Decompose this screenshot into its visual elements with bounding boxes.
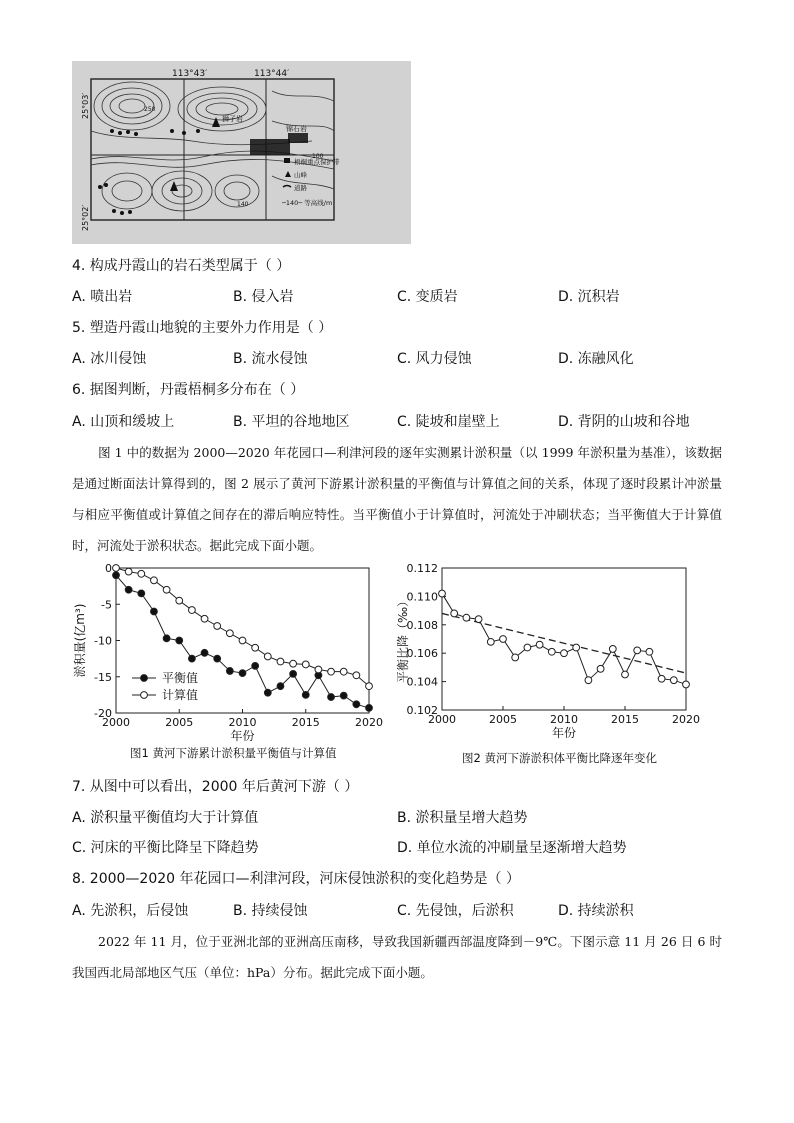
data-point xyxy=(264,689,271,696)
legend-label: 山峰 xyxy=(294,171,307,179)
data-point xyxy=(226,668,233,675)
data-point xyxy=(683,681,690,688)
data-point xyxy=(524,644,531,651)
map-coord-top-left: 113°43′ xyxy=(172,69,208,79)
question-7-stem: 7. 从图中可以看出，2000 年后黄河下游（ ） xyxy=(72,779,359,795)
x-tick-label: 2000 xyxy=(428,713,456,726)
legend-label: 计算值 xyxy=(162,688,199,702)
data-point xyxy=(201,649,208,656)
data-point xyxy=(646,648,653,655)
option-b[interactable]: B. 淤积量呈增大趋势 xyxy=(397,810,528,826)
data-point xyxy=(609,646,616,653)
option-d[interactable]: D. 背阴的山坡和谷地 xyxy=(558,414,690,430)
y-tick-label: -20 xyxy=(94,707,112,720)
intro-paragraph-2 xyxy=(72,926,722,988)
data-point xyxy=(315,666,322,673)
option-d[interactable]: D. 持续淤积 xyxy=(558,903,634,919)
data-point xyxy=(366,683,373,690)
data-point xyxy=(561,650,568,657)
data-point xyxy=(113,565,120,572)
x-tick-label: 2010 xyxy=(228,716,257,729)
data-point xyxy=(163,586,170,593)
option-c[interactable]: C. 陡坡和崖壁上 xyxy=(397,414,500,430)
y-tick-label: -15 xyxy=(94,670,112,684)
y-axis-label: 淤积量(亿m³) xyxy=(73,603,87,678)
data-point xyxy=(585,677,592,684)
x-tick-label: 2020 xyxy=(355,716,383,729)
option-a[interactable]: A. 喷出岩 xyxy=(72,289,133,305)
data-point xyxy=(475,616,482,623)
option-c[interactable]: C. 先侵蚀，后淤积 xyxy=(397,903,514,919)
option-a[interactable]: A. 冰川侵蚀 xyxy=(72,351,147,367)
y-tick-label: 0.102 xyxy=(406,704,438,717)
data-point xyxy=(670,677,677,684)
data-point xyxy=(239,670,246,677)
y-tick-label: 0.108 xyxy=(406,618,438,632)
x-tick-label: 2015 xyxy=(611,713,639,726)
data-point xyxy=(451,610,458,617)
data-point xyxy=(658,675,665,682)
data-point xyxy=(328,668,335,675)
data-point xyxy=(622,671,629,678)
data-point xyxy=(252,662,259,669)
data-point xyxy=(366,705,373,712)
y-tick-label: -5 xyxy=(101,598,112,612)
legend-label: 梧桐重点保护带 xyxy=(294,158,340,166)
map-coord-top-right: 113°44′ xyxy=(254,69,290,79)
data-point xyxy=(302,691,309,698)
contour-label: 250 xyxy=(144,106,156,113)
data-point xyxy=(214,655,221,662)
x-tick-label: 2005 xyxy=(165,716,194,729)
data-point xyxy=(176,637,183,644)
data-point xyxy=(239,637,246,644)
data-point xyxy=(252,644,259,651)
option-c[interactable]: C. 变质岩 xyxy=(397,289,458,305)
option-d[interactable]: D. 沉积岩 xyxy=(558,289,620,305)
data-point xyxy=(290,660,297,667)
option-b[interactable]: B. 侵入岩 xyxy=(233,289,294,305)
data-point xyxy=(163,635,170,642)
option-a[interactable]: A. 山顶和缓坡上 xyxy=(72,414,175,430)
topographic-map-svg xyxy=(72,61,411,244)
series-line xyxy=(442,594,686,685)
y-tick-label: 0.112 xyxy=(406,562,438,575)
data-point xyxy=(189,607,196,614)
data-point xyxy=(328,694,335,701)
question-6-stem: 6. 据图判断，丹霞梧桐多分布在（ ） xyxy=(72,382,305,398)
legend-marker xyxy=(141,675,148,682)
x-axis-label: 年份 xyxy=(551,726,577,740)
data-point xyxy=(340,692,347,699)
y-tick-label: -10 xyxy=(94,634,112,648)
data-point xyxy=(634,647,641,654)
map-coord-left-top: 25°03′ xyxy=(81,92,90,119)
data-point xyxy=(226,630,233,637)
y-axis-label: 平衡比降（‰） xyxy=(396,594,410,684)
x-tick-label: 2020 xyxy=(672,713,700,726)
data-point xyxy=(138,570,145,577)
y-tick-label: 0.110 xyxy=(406,590,438,604)
map-coord-left-bottom: 25°02′ xyxy=(81,204,90,231)
data-point xyxy=(125,568,132,575)
data-point xyxy=(340,668,347,675)
data-point xyxy=(189,655,196,662)
figure-2-caption: 图2 黄河下游淤积体平衡比降逐年变化 xyxy=(462,751,657,765)
y-tick-label: 0.104 xyxy=(406,675,438,689)
place-label: 锦石岩 xyxy=(286,125,307,133)
option-b[interactable]: B. 平坦的谷地地区 xyxy=(233,414,350,430)
contour-label: 100 xyxy=(312,153,324,160)
data-point xyxy=(151,577,158,584)
x-tick-label: 2015 xyxy=(291,716,320,729)
x-tick-label: 2010 xyxy=(550,713,578,726)
question-8-stem: 8. 2000—2020 年花园口—利津河段，河床侵蚀淤积的变化趋势是（ ） xyxy=(72,871,520,887)
data-point xyxy=(138,590,145,597)
data-point xyxy=(573,644,580,651)
data-point xyxy=(439,590,446,597)
option-a[interactable]: A. 淤积量平衡值均大于计算值 xyxy=(72,810,259,826)
figure-1-caption: 图1 黄河下游累计淤积量平衡值与计算值 xyxy=(130,746,337,760)
data-point xyxy=(353,701,360,708)
option-c[interactable]: C. 河床的平衡比降呈下降趋势 xyxy=(72,840,259,856)
data-point xyxy=(113,572,120,579)
data-point xyxy=(125,586,132,593)
data-point xyxy=(500,636,507,643)
option-b[interactable]: B. 持续侵蚀 xyxy=(233,903,308,919)
question-4-stem: 4. 构成丹霞山的岩石类型属于（ ） xyxy=(72,258,291,274)
legend-label: 平衡值 xyxy=(162,671,199,685)
y-tick-label: 0 xyxy=(105,562,112,575)
data-point xyxy=(463,614,470,621)
intro-paragraph-1 xyxy=(72,437,722,561)
legend-label: 道路 xyxy=(294,184,307,192)
place-label: 狮子岩 xyxy=(222,115,243,123)
data-point xyxy=(302,661,309,668)
legend-marker xyxy=(141,692,148,699)
data-point xyxy=(597,665,604,672)
data-point xyxy=(548,648,555,655)
data-point xyxy=(277,658,284,665)
option-a[interactable]: A. 先淤积，后侵蚀 xyxy=(72,903,189,919)
option-c[interactable]: C. 风力侵蚀 xyxy=(397,351,472,367)
intro-paragraph-1-text: 图 1 中的数据为 2000—2020 年花园口—利津河段的逐年实测累计淤积量（以 1999 年淤积量为基准），该数据是通过断面法计算得到的，图 2 展示了黄河下游累计淤积量的平衡值与计算值之间的关系，体现了逐时段累计冲淤量与相应平衡值或计算值之间存在的滞后响应特性。当平衡值小于计算值时，河流处于冲刷状态；当平衡值大于计算值时，河流处于淤积状态。据此完成下面小题。 xyxy=(72,445,722,553)
figure-1-chart xyxy=(72,558,392,758)
data-point xyxy=(264,653,271,660)
topographic-map xyxy=(72,61,411,244)
x-tick-label: 2005 xyxy=(489,713,517,726)
option-b[interactable]: B. 流水侵蚀 xyxy=(233,351,308,367)
intro-paragraph-2-text: 2022 年 11 月，位于亚洲北部的亚洲高压南移，导致我国新疆西部温度降到－9℃。下图示意 11 月 26 日 6 时我国西北局部地区气压（单位：hPa）分布。据此完成下面小题。 xyxy=(72,934,722,980)
option-d[interactable]: D. 冻融风化 xyxy=(558,351,634,367)
data-point xyxy=(536,641,543,648)
data-point xyxy=(290,670,297,677)
data-point xyxy=(176,597,183,604)
figure-2-chart xyxy=(395,558,715,758)
data-point xyxy=(512,654,519,661)
x-axis-label: 年份 xyxy=(230,729,255,743)
data-point xyxy=(353,672,360,679)
data-point xyxy=(487,638,494,645)
data-point xyxy=(151,608,158,615)
data-point xyxy=(277,683,284,690)
y-tick-label: 0.106 xyxy=(406,647,438,661)
question-5-stem: 5. 塑造丹霞山地貌的主要外力作用是（ ） xyxy=(72,320,333,336)
contour-label: 140 xyxy=(237,201,249,208)
plot-frame xyxy=(442,568,686,710)
legend-label: ─140─ 等高线/m xyxy=(282,199,333,207)
data-point xyxy=(201,615,208,622)
data-point xyxy=(214,623,221,630)
x-tick-label: 2000 xyxy=(102,716,130,729)
option-d[interactable]: D. 单位水流的冲刷量呈逐渐增大趋势 xyxy=(397,840,627,856)
